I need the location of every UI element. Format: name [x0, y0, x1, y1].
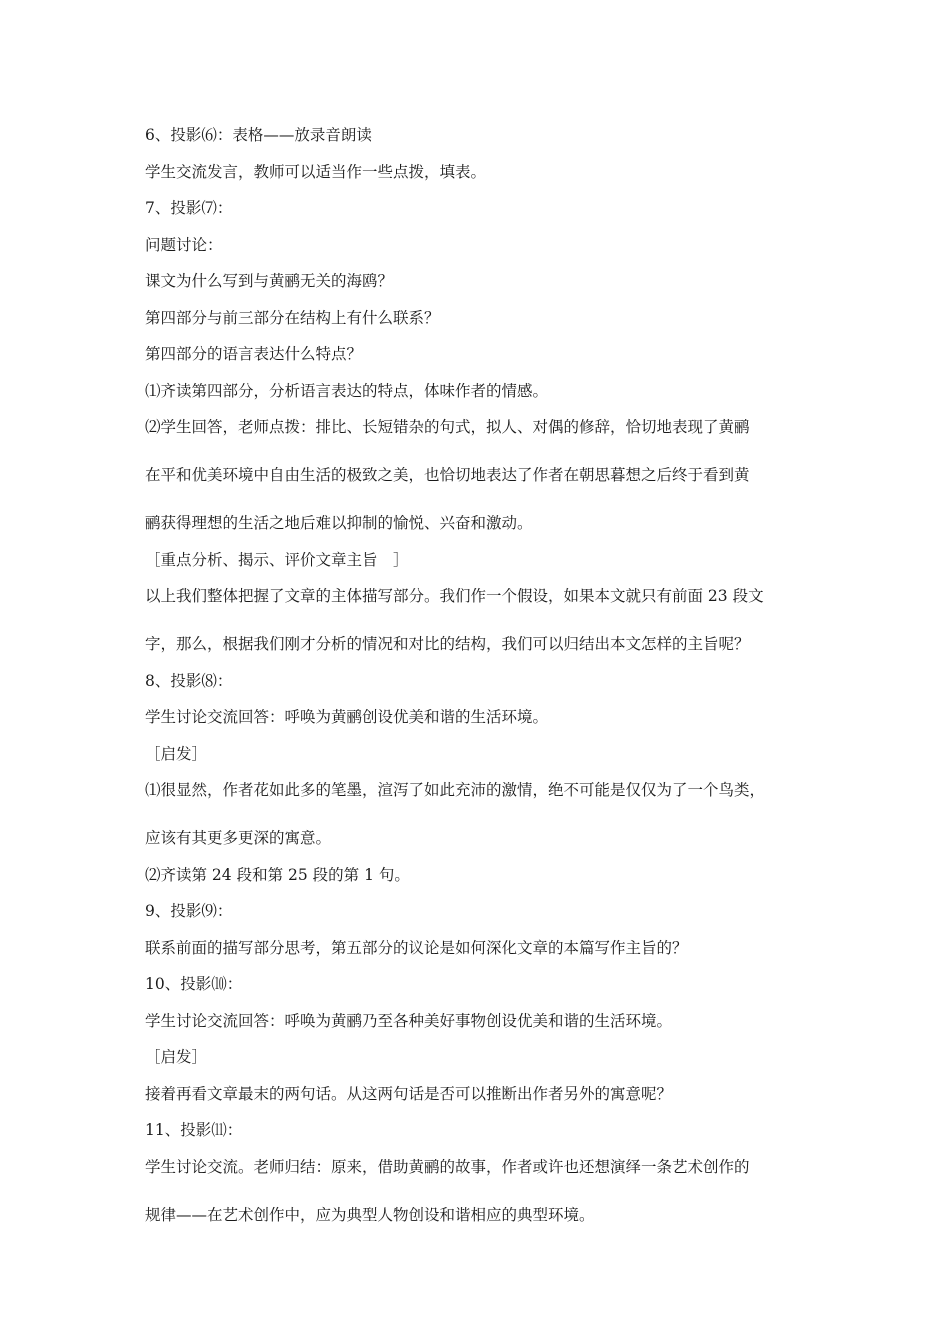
text-line: ⑴齐读第四部分，分析语言表达的特点，体味作者的情感。: [145, 381, 549, 400]
text-line: 联系前面的描写部分思考，第五部分的议论是如何深化文章的本篇写作主旨的？: [145, 938, 688, 957]
text-line: 6、投影⑹：表格——放录音朗读: [145, 126, 372, 144]
text-line: ⑵齐读第 24 段和第 25 段的第 1 句。: [145, 865, 410, 884]
text-line: ［重点分析、揭示、评价文章主旨 ］: [145, 550, 409, 569]
text-line: 以上我们整体把握了文章的主体描写部分。我们作一个假设，如果本文就只有前面 23 段文: [145, 587, 764, 605]
text-line: 学生讨论交流回答：呼唤为黄鹂乃至各种美好事物创设优美和谐的生活环境。: [145, 1011, 673, 1030]
document-body: [145, 124, 817, 1226]
text-line: 学生讨论交流。老师归结：原来，借助黄鹂的故事，作者或许也还想演绎一条艺术创作的: [145, 1157, 750, 1176]
text-line: 课文为什么写到与黄鹂无关的海鸥？: [145, 272, 394, 290]
text-line: 应该有其更多更深的寓意。: [145, 829, 332, 847]
text-line: 规律——在艺术创作中，应为典型人物创设和谐相应的典型环境。: [145, 1205, 595, 1224]
text-line: 7、投影⑺：: [145, 199, 233, 217]
text-line: 10、投影⑽：: [145, 975, 243, 993]
text-line: 9、投影⑼：: [145, 902, 233, 920]
text-line: ⑵学生回答，老师点拨：排比、长短错杂的句式，拟人、对偶的修辞，恰切地表现了黄鹂: [145, 418, 750, 436]
text-line: 学生交流发言，教师可以适当作一些点拨，填表。: [145, 162, 487, 181]
text-line: 11、投影⑾：: [145, 1121, 243, 1139]
text-line: 8、投影⑻：: [145, 671, 233, 690]
text-line: ［启发］: [145, 1048, 208, 1066]
text-line: 第四部分的语言表达什么特点？: [145, 345, 363, 363]
text-line: 问题讨论：: [145, 235, 223, 254]
text-line: 在平和优美环境中自由生活的极致之美，也恰切地表达了作者在朝思暮想之后终于看到黄: [145, 466, 750, 484]
text-line: ⑴很显然，作者花如此多的笔墨，渲泻了如此充沛的激情，绝不可能是仅仅为了一个鸟类，: [145, 781, 766, 799]
text-line: 学生讨论交流回答：呼唤为黄鹂创设优美和谐的生活环境。: [145, 708, 549, 726]
text-line: ［启发］: [145, 744, 208, 763]
text-line: 鹂获得理想的生活之地后难以抑制的愉悦、兴奋和激动。: [145, 514, 533, 532]
text-line: 接着再看文章最末的两句话。从这两句话是否可以推断出作者另外的寓意呢？: [145, 1084, 673, 1103]
text-line: 第四部分与前三部分在结构上有什么联系？: [145, 308, 440, 327]
text-line: 字，那么，根据我们刚才分析的情况和对比的结构，我们可以归结出本文怎样的主旨呢？: [145, 635, 750, 653]
